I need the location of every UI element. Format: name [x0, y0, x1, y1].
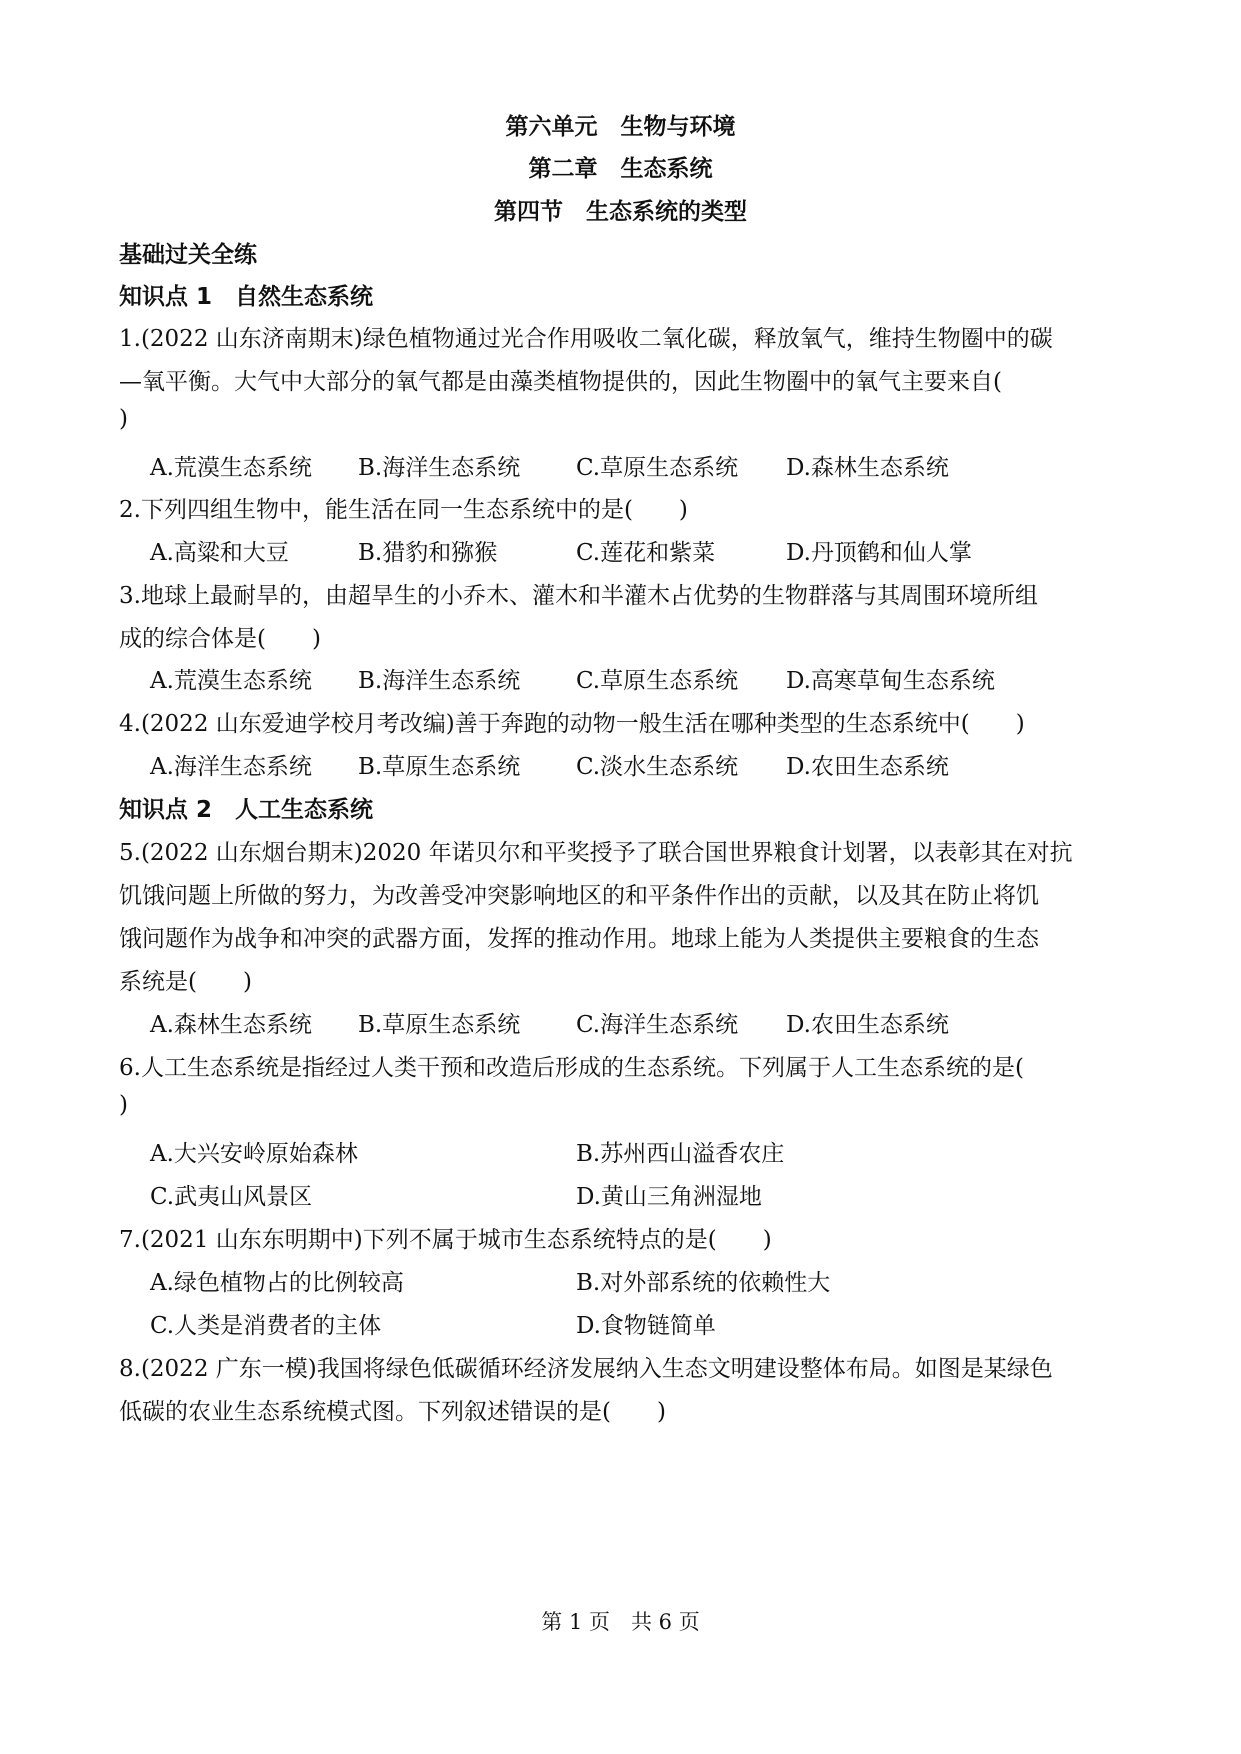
practice-heading: 基础过关全练	[119, 242, 257, 268]
q7-option-b: B.对外部系统的依赖性大	[576, 1270, 831, 1296]
q1-line-2: —氧平衡。大气中大部分的氧气都是由藻类植物提供的，因此生物圈中的氧气主要来自(	[119, 369, 1002, 395]
q3-line-2: 成的综合体是( )	[119, 626, 321, 652]
q4-option-a: A.海洋生态系统	[150, 754, 312, 780]
q4-option-b: B.草原生态系统	[358, 754, 521, 780]
knowledge-point-1-heading: 知识点 1 自然生态系统	[119, 284, 374, 310]
q2-option-d: D.丹顶鹤和仙人掌	[786, 540, 972, 566]
q6-option-d: D.黄山三角洲湿地	[576, 1184, 762, 1210]
page-footer: 第 1 页 共 6 页	[541, 1610, 700, 1634]
q8-line-1: 8.(2022 广东一模)我国将绿色低碳循环经济发展纳入生态文明建设整体布局。如图是某绿色	[119, 1356, 1053, 1382]
q4-line-1: 4.(2022 山东爱迪学校月考改编)善于奔跑的动物一般生活在哪种类型的生态系统中( )	[119, 711, 1025, 737]
q2-line-1: 2.下列四组生物中，能生活在同一生态系统中的是( )	[119, 497, 688, 523]
q6-option-c: C.武夷山风景区	[150, 1184, 313, 1210]
q5-option-b: B.草原生态系统	[358, 1012, 521, 1038]
q3-option-b: B.海洋生态系统	[358, 668, 521, 694]
q3-line-1: 3.地球上最耐旱的，由超旱生的小乔木、灌木和半灌木占优势的生物群落与其周围环境所组	[119, 583, 1038, 609]
chapter-title: 第二章 生态系统	[528, 156, 713, 182]
q6-line-1: 6.人工生态系统是指经过人类干预和改造后形成的生态系统。下列属于人工生态系统的是(	[119, 1055, 1024, 1081]
q5-option-a: A.森林生态系统	[150, 1012, 312, 1038]
q3-option-d: D.高寒草甸生态系统	[786, 668, 995, 694]
q7-option-d: D.食物链简单	[576, 1313, 716, 1339]
q5-line-3: 饿问题作为战争和冲突的武器方面，发挥的推动作用。地球上能为人类提供主要粮食的生态	[119, 926, 1039, 952]
q5-line-4: 系统是( )	[119, 969, 252, 995]
q5-option-c: C.海洋生态系统	[576, 1012, 739, 1038]
knowledge-point-2-heading: 知识点 2 人工生态系统	[119, 797, 374, 823]
unit-title: 第六单元 生物与环境	[505, 114, 736, 140]
q5-line-2: 饥饿问题上所做的努力，为改善受冲突影响地区的和平条件作出的贡献，以及其在防止将饥	[119, 883, 1039, 909]
q1-line-3: )	[119, 406, 128, 432]
q2-option-a: A.高粱和大豆	[150, 540, 289, 566]
q3-option-c: C.草原生态系统	[576, 668, 739, 694]
q6-line-2: )	[119, 1092, 128, 1118]
q5-line-1: 5.(2022 山东烟台期末)2020 年诺贝尔和平奖授予了联合国世界粮食计划署，以表彰其在对抗	[119, 840, 1073, 866]
q1-option-b: B.海洋生态系统	[358, 455, 521, 481]
q8-line-2: 低碳的农业生态系统模式图。下列叙述错误的是( )	[119, 1399, 666, 1425]
q5-option-d: D.农田生态系统	[786, 1012, 949, 1038]
q7-option-a: A.绿色植物占的比例较高	[150, 1270, 404, 1296]
q2-option-c: C.莲花和紫菜	[576, 540, 716, 566]
q6-option-b: B.苏州西山溢香农庄	[576, 1141, 785, 1167]
q7-option-c: C.人类是消费者的主体	[150, 1313, 382, 1339]
q1-option-a: A.荒漠生态系统	[150, 455, 312, 481]
q1-option-d: D.森林生态系统	[786, 455, 949, 481]
q3-option-a: A.荒漠生态系统	[150, 668, 312, 694]
section-title: 第四节 生态系统的类型	[494, 199, 747, 225]
q4-option-c: C.淡水生态系统	[576, 754, 739, 780]
q6-option-a: A.大兴安岭原始森林	[150, 1141, 358, 1167]
q2-option-b: B.猎豹和猕猴	[358, 540, 498, 566]
q1-line-1: 1.(2022 山东济南期末)绿色植物通过光合作用吸收二氧化碳，释放氧气，维持生物圈中的碳	[119, 326, 1053, 352]
q1-option-c: C.草原生态系统	[576, 455, 739, 481]
q4-option-d: D.农田生态系统	[786, 754, 949, 780]
q7-line-1: 7.(2021 山东东明期中)下列不属于城市生态系统特点的是( )	[119, 1227, 772, 1253]
